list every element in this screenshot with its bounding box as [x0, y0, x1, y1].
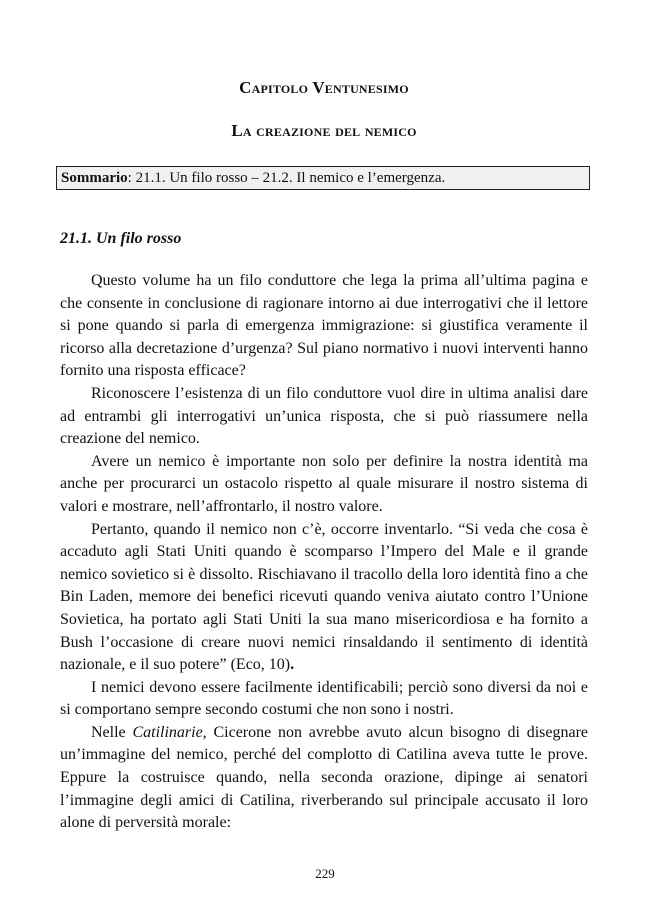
catilinarie-title: Catilinarie,	[132, 723, 207, 741]
section-heading: 21.1. Un filo rosso	[60, 230, 182, 247]
summary-box	[56, 166, 590, 190]
paragraph-3: Avere un nemico è importante non solo per definire la nostra identità ma anche per procurarci un ostacolo rispetto al quale misurare il nostro sistema di valori e mostrare, nell’affrontarlo, il nostro valore.	[60, 452, 588, 515]
body-text	[60, 270, 588, 835]
paragraph-6-text: Cicerone non avrebbe avuto alcun bisogno di disegnare un’immagine del nemico, perché del complotto di Catilina aveva tutte le prove. Eppure la costruisce quando, nella seconda orazione, dipinge ai senatori l’immagine degli amici di Catilina, riverberando sul principale accusato il loro alone di perversità morale:	[60, 723, 589, 832]
page-number: 229	[315, 866, 335, 881]
summary-text: : 21.1. Un filo rosso – 21.2. Il nemico e l’emergenza.	[127, 170, 446, 186]
paragraph-4	[60, 519, 588, 677]
paragraph-6	[60, 722, 588, 835]
paragraph-4-text: Pertanto, quando il nemico non c’è, occorre inventarlo. “Si veda che cosa è accaduto agli Stati Uniti quando è scomparso l’Impero del Male e il grande nemico sovietico si è dissolto. Rischiavano il tracollo della loro identità fino a che Bin Laden, memore dei benefici ricevuti quando veniva aiutato contro l’Unione Sovietica, ha portato agli Stati Uniti la sua mano misericordiosa e ha fornito a Bush l’occasione di creare nuovi nemici rinsaldando il sentimento di identità nazionale, e il suo potere” (Eco, 10)	[60, 520, 588, 674]
summary-label: Sommario	[61, 170, 128, 186]
chapter-title: Capitolo Ventunesimo	[239, 78, 409, 97]
paragraph-6-lead: Nelle	[91, 723, 133, 741]
chapter-subtitle: La creazione del nemico	[231, 121, 417, 140]
paragraph-4-period: .	[290, 656, 295, 674]
paragraph-1: Questo volume ha un filo conduttore che lega la prima all’ultima pagina e che consente in conclusione di ragionare intorno ai due interrogativi che il lettore si pone quando si parla di emergenza immigrazione: si giustifica veramente il ricorso alla decretazione d’urgenza? Sul piano normativo i nuovi interventi hanno fornito una risposta efficace?	[60, 272, 588, 380]
paragraph-5: I nemici devono essere facilmente identificabili; perciò sono diversi da noi e si comportano sempre secondo costumi che non sono i nostri.	[60, 678, 588, 719]
paragraph-2: Riconoscere l’esistenza di un filo conduttore vuol dire in ultima analisi dare ad entrambi gli interrogativi un’unica risposta, che si può riassumere nella creazione del nemico.	[60, 384, 588, 448]
